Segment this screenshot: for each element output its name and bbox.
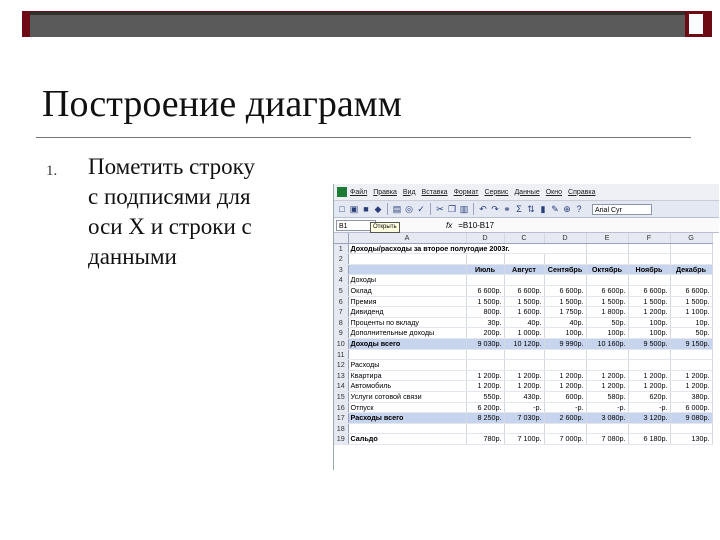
row-header[interactable]: 4 (334, 275, 348, 286)
cell[interactable] (544, 360, 586, 371)
cell[interactable] (586, 349, 628, 360)
row-header[interactable]: 19 (334, 434, 348, 445)
cell[interactable] (670, 349, 712, 360)
slide-top-bar-inner (30, 12, 685, 37)
cell[interactable]: 3 080р. (586, 413, 628, 424)
redo-icon[interactable]: ↷ (491, 204, 499, 214)
cell[interactable]: 1 500р. (670, 296, 712, 307)
function-icon[interactable]: fx (446, 220, 453, 230)
cell[interactable] (504, 423, 544, 434)
excel-toolbar (334, 201, 719, 218)
cell[interactable] (628, 254, 670, 265)
cell[interactable] (466, 360, 504, 371)
cell[interactable] (628, 423, 670, 434)
menu-edit[interactable]: Правка (373, 188, 397, 196)
cell[interactable]: 10 160р. (586, 338, 628, 349)
cell[interactable]: 1 200р. (544, 370, 586, 381)
slide-title: Построение диаграмм (42, 83, 402, 125)
row-label-cell[interactable]: Доходы (348, 275, 466, 286)
list-line: Пометить строку (88, 154, 255, 179)
save-icon[interactable]: ■ (363, 204, 369, 214)
cell[interactable]: 7 030р. (504, 413, 544, 424)
column-header[interactable]: C (504, 233, 544, 243)
cell[interactable] (586, 423, 628, 434)
spelling-icon[interactable]: ✓ (417, 204, 425, 214)
column-header[interactable]: A (348, 233, 466, 243)
sum-icon[interactable]: Σ (516, 204, 522, 214)
cell[interactable] (544, 423, 586, 434)
list-line: с подписями для (88, 184, 251, 209)
new-icon[interactable]: □ (339, 204, 345, 214)
row-header[interactable]: 15 (334, 391, 348, 402)
cell[interactable]: 9 030р. (466, 338, 504, 349)
row-label-cell[interactable]: Дополнительные доходы (348, 328, 466, 339)
cell[interactable] (586, 243, 628, 254)
table-row (334, 402, 712, 413)
row-label-cell[interactable]: Сальдо (348, 434, 466, 445)
cell[interactable]: -р. (544, 402, 586, 413)
row-header[interactable]: 16 (334, 402, 348, 413)
row-label-cell[interactable] (348, 423, 466, 434)
cell[interactable] (504, 349, 544, 360)
cell[interactable]: 100р. (544, 328, 586, 339)
zoom-icon[interactable]: ⊕ (563, 204, 571, 214)
cell[interactable]: 9 080р. (670, 413, 712, 424)
column-header[interactable]: E (586, 233, 628, 243)
column-header[interactable]: D (544, 233, 586, 243)
cell[interactable]: 7 000р. (544, 434, 586, 445)
excel-screenshot (333, 184, 719, 470)
cell[interactable]: 50р. (670, 328, 712, 339)
cell[interactable]: 30р. (466, 317, 504, 328)
menu-window[interactable]: Окно (545, 188, 563, 196)
cell[interactable]: Сентябрь (544, 264, 586, 275)
undo-icon[interactable]: ↶ (479, 204, 487, 214)
cell[interactable]: 380р. (670, 391, 712, 402)
row-header[interactable]: 12 (334, 360, 348, 371)
cell[interactable]: 1 200р. (628, 381, 670, 392)
cell[interactable]: 1 750р. (544, 307, 586, 318)
name-box-tooltip: Открыть (370, 222, 400, 233)
row-header[interactable]: 14 (334, 381, 348, 392)
menu-help[interactable]: Справка (568, 188, 596, 196)
menu-tools[interactable]: Сервис (484, 188, 509, 196)
cell[interactable]: 6 600р. (628, 285, 670, 296)
list-line: оси X и строки с (88, 214, 252, 239)
paste-icon[interactable]: ▥ (459, 204, 469, 214)
row-label-cell[interactable]: Расходы всего (348, 413, 466, 424)
cell[interactable]: Июль (466, 264, 504, 275)
toolbar-separator (430, 203, 431, 215)
cell[interactable]: 6 600р. (544, 285, 586, 296)
cell[interactable]: 1 200р. (670, 370, 712, 381)
cell[interactable]: 1 200р. (466, 370, 504, 381)
column-header[interactable]: D (466, 233, 504, 243)
table-row (334, 381, 712, 392)
chart-icon[interactable]: ▮ (540, 204, 546, 214)
cell[interactable] (586, 254, 628, 265)
cell[interactable]: Август (504, 264, 544, 275)
row-label-cell[interactable]: Расходы (348, 360, 466, 371)
table-row (334, 391, 712, 402)
row-label-cell[interactable]: Дивиденд (348, 307, 466, 318)
cell[interactable]: 7 080р. (586, 434, 628, 445)
column-header-row (334, 233, 712, 243)
cell[interactable]: 1 200р. (504, 381, 544, 392)
cell[interactable]: 100р. (586, 328, 628, 339)
cell[interactable] (670, 275, 712, 286)
cell[interactable]: 1 600р. (504, 307, 544, 318)
row-label-cell[interactable]: Автомобиль (348, 381, 466, 392)
cell[interactable] (466, 349, 504, 360)
menu-view[interactable]: Вид (402, 188, 416, 196)
cell[interactable] (586, 360, 628, 371)
cell[interactable]: 1 200р. (586, 381, 628, 392)
row-label-cell[interactable] (348, 264, 466, 275)
cell[interactable]: 6 600р. (586, 285, 628, 296)
cell[interactable]: Декабрь (670, 264, 712, 275)
spreadsheet-grid (334, 233, 713, 445)
cell[interactable] (544, 275, 586, 286)
toolbar-separator (387, 203, 388, 215)
cell[interactable] (544, 349, 586, 360)
row-header[interactable]: 3 (334, 264, 348, 275)
cell[interactable] (544, 254, 586, 265)
table-row (334, 317, 712, 328)
copy-icon[interactable]: ❐ (447, 204, 457, 214)
table-row (334, 296, 712, 307)
row-header[interactable]: 18 (334, 423, 348, 434)
cell[interactable]: 2 600р. (544, 413, 586, 424)
table-row (334, 243, 712, 254)
cell[interactable]: 130р. (670, 434, 712, 445)
cell[interactable]: 6 200р. (466, 402, 504, 413)
open-icon[interactable]: ▣ (349, 204, 359, 214)
cell[interactable]: 1 100р. (670, 307, 712, 318)
row-label-cell[interactable]: Доходы всего (348, 338, 466, 349)
cell[interactable]: 10 120р. (504, 338, 544, 349)
cell[interactable]: 1 500р. (586, 296, 628, 307)
row-header[interactable]: 11 (334, 349, 348, 360)
cell[interactable]: 1 500р. (628, 296, 670, 307)
cell[interactable]: 40р. (544, 317, 586, 328)
list-line: данными (88, 244, 177, 269)
cell[interactable]: 7 100р. (504, 434, 544, 445)
cell[interactable] (504, 275, 544, 286)
row-header[interactable]: 7 (334, 307, 348, 318)
cell[interactable] (670, 423, 712, 434)
row-header[interactable]: 2 (334, 254, 348, 265)
cell[interactable]: -р. (586, 402, 628, 413)
cell[interactable]: 200р. (466, 328, 504, 339)
row-label-cell[interactable] (348, 349, 466, 360)
cell[interactable]: 1 800р. (586, 307, 628, 318)
formula-text[interactable]: =B10-B17 (458, 220, 495, 230)
row-label-cell[interactable] (348, 254, 466, 265)
list-number: 1. (46, 163, 58, 179)
row-header[interactable]: 8 (334, 317, 348, 328)
cell[interactable] (628, 275, 670, 286)
cell[interactable]: 50р. (586, 317, 628, 328)
slide-corner-box (687, 12, 705, 36)
table-row (334, 413, 712, 424)
cell[interactable]: 3 120р. (628, 413, 670, 424)
column-header[interactable]: G (670, 233, 712, 243)
menu-file[interactable]: Файл (350, 188, 368, 196)
cell[interactable]: 580р. (586, 391, 628, 402)
cell[interactable] (466, 423, 504, 434)
cell[interactable]: 1 500р. (466, 296, 504, 307)
cell[interactable]: 1 200р. (466, 381, 504, 392)
cell[interactable]: 9 500р. (628, 338, 670, 349)
cell[interactable]: 1 500р. (544, 296, 586, 307)
cell[interactable] (670, 360, 712, 371)
cell[interactable]: 40р. (504, 317, 544, 328)
cell[interactable]: 6 600р. (504, 285, 544, 296)
table-row (334, 254, 712, 265)
cell[interactable]: 6 600р. (466, 285, 504, 296)
list-item-text (88, 152, 308, 272)
cell[interactable]: 100р. (628, 317, 670, 328)
table-row (334, 328, 712, 339)
cell[interactable]: 430р. (504, 391, 544, 402)
preview-icon[interactable]: ◎ (405, 204, 413, 214)
table-row (334, 275, 712, 286)
cell[interactable]: 800р. (466, 307, 504, 318)
cell[interactable]: 1 200р. (544, 381, 586, 392)
cell[interactable] (628, 349, 670, 360)
font-name-box[interactable]: Arial Cyr (592, 204, 652, 215)
row-label-cell[interactable]: Премия (348, 296, 466, 307)
help-icon[interactable]: ? (576, 204, 582, 214)
table-row (334, 360, 712, 371)
cut-icon[interactable]: ✂ (436, 204, 444, 214)
cell[interactable]: 6 600р. (670, 285, 712, 296)
cell[interactable] (628, 360, 670, 371)
row-header[interactable]: 17 (334, 413, 348, 424)
cell[interactable]: 1 200р. (504, 370, 544, 381)
row-header[interactable]: 6 (334, 296, 348, 307)
sort-icon[interactable]: ⇅ (527, 204, 535, 214)
cell[interactable] (586, 275, 628, 286)
excel-menu-bar (334, 184, 719, 201)
table-row (334, 349, 712, 360)
drawing-icon[interactable]: ✎ (551, 204, 559, 214)
cell[interactable]: 550р. (466, 391, 504, 402)
cell[interactable]: 8 250р. (466, 413, 504, 424)
permission-icon[interactable]: ◆ (374, 204, 382, 214)
row-header[interactable]: 9 (334, 328, 348, 339)
table-row (334, 423, 712, 434)
cell[interactable] (628, 243, 670, 254)
row-header[interactable]: 10 (334, 338, 348, 349)
cell[interactable]: Октябрь (586, 264, 628, 275)
cell[interactable] (504, 254, 544, 265)
cell[interactable]: 1 200р. (670, 381, 712, 392)
cell[interactable]: 1 200р. (628, 307, 670, 318)
row-label-cell[interactable]: Услуги сотовой связи (348, 391, 466, 402)
table-row (334, 370, 712, 381)
cell[interactable]: 100р. (628, 328, 670, 339)
row-label-cell[interactable]: Проценты по вкладу (348, 317, 466, 328)
cell[interactable]: 780р. (466, 434, 504, 445)
cell[interactable]: 600р. (544, 391, 586, 402)
cell[interactable]: -р. (504, 402, 544, 413)
print-icon[interactable]: ▤ (392, 204, 402, 214)
cell[interactable]: 9 990р. (544, 338, 586, 349)
cell[interactable]: 620р. (628, 391, 670, 402)
cell[interactable]: -р. (628, 402, 670, 413)
menu-insert[interactable]: Вставка (421, 188, 448, 196)
menu-data[interactable]: Данные (514, 188, 540, 196)
cell[interactable]: 10р. (670, 317, 712, 328)
column-header[interactable]: F (628, 233, 670, 243)
cell[interactable] (504, 360, 544, 371)
table-row (334, 338, 712, 349)
cell[interactable]: 1 000р. (504, 328, 544, 339)
row-label-cell[interactable]: Доходы/расходы за второе полугодие 2003г. (348, 243, 586, 254)
menu-format[interactable]: Формат (453, 188, 479, 196)
cell[interactable] (466, 275, 504, 286)
title-divider (36, 137, 691, 138)
row-label-cell[interactable]: Оклад (348, 285, 466, 296)
cell[interactable]: 1 200р. (628, 370, 670, 381)
cell[interactable]: 1 500р. (504, 296, 544, 307)
row-header[interactable]: 5 (334, 285, 348, 296)
row-header[interactable]: 13 (334, 370, 348, 381)
row-label-cell[interactable]: Отпуск (348, 402, 466, 413)
table-row (334, 285, 712, 296)
table-row (334, 307, 712, 318)
cell[interactable]: 6 000р. (670, 402, 712, 413)
toolbar-separator (473, 203, 474, 215)
excel-app-icon (337, 187, 347, 197)
row-header[interactable]: 1 (334, 243, 348, 254)
cell[interactable] (670, 254, 712, 265)
table-row (334, 434, 712, 445)
hyperlink-icon[interactable]: ⚭ (503, 204, 511, 214)
row-label-cell[interactable]: Квартира (348, 370, 466, 381)
cell[interactable]: 6 180р. (628, 434, 670, 445)
table-row (334, 264, 712, 275)
cell[interactable]: Ноябрь (628, 264, 670, 275)
cell[interactable]: 9 150р. (670, 338, 712, 349)
select-all-corner[interactable] (334, 233, 348, 243)
name-box[interactable]: B1 (336, 220, 376, 231)
cell[interactable]: 1 200р. (586, 370, 628, 381)
cell[interactable] (670, 243, 712, 254)
cell[interactable] (466, 254, 504, 265)
